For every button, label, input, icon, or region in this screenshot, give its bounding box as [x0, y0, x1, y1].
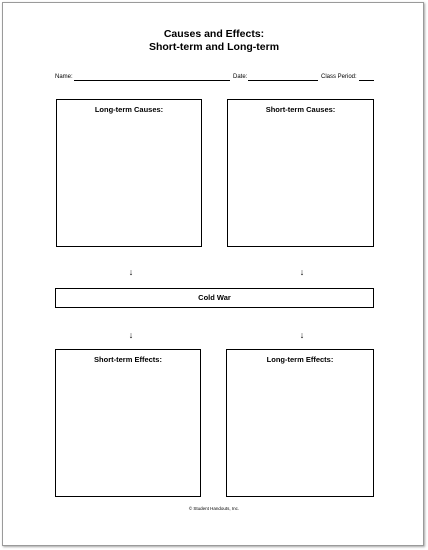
- class-period-line[interactable]: [359, 80, 374, 81]
- short-term-causes-box[interactable]: [227, 99, 374, 247]
- worksheet-subtitle: Short-term and Long-term: [148, 41, 280, 53]
- cold-war-topic-box: Cold War: [55, 288, 374, 308]
- student-info-row: [55, 72, 375, 84]
- long-term-effects-label: Long-term Effects:: [266, 355, 334, 364]
- short-term-effects-label: Short-term Effects:: [94, 355, 162, 364]
- copyright-footer: © Student Handouts, Inc.: [188, 506, 240, 511]
- long-term-causes-label: Long-term Causes:: [94, 105, 164, 114]
- date-label: Date:: [233, 74, 248, 80]
- name-label: Name:: [55, 74, 73, 80]
- arrow-down-icon: ↓: [299, 330, 305, 340]
- long-term-effects-box[interactable]: [226, 349, 374, 497]
- long-term-causes-box[interactable]: [56, 99, 202, 247]
- arrow-down-icon: ↓: [128, 267, 134, 277]
- date-line[interactable]: [248, 80, 318, 81]
- arrow-down-icon: ↓: [299, 267, 305, 277]
- short-term-effects-box[interactable]: [55, 349, 201, 497]
- class-period-label: Class Period:: [321, 74, 357, 80]
- arrow-down-icon: ↓: [128, 330, 134, 340]
- worksheet-title: Causes and Effects:: [163, 28, 265, 40]
- name-line[interactable]: [74, 80, 230, 81]
- short-term-causes-label: Short-term Causes:: [265, 105, 336, 114]
